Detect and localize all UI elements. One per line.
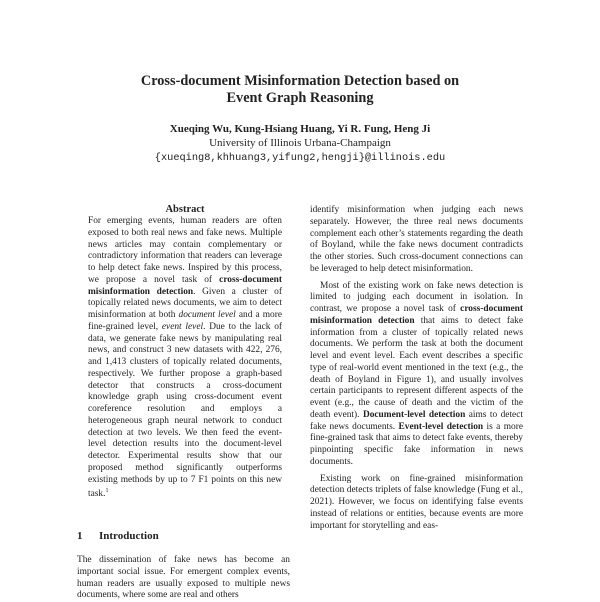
text: is a more fine-grained task that aims to detect fake events, thereby pinpointing specific fake information in news documents. — [310, 421, 523, 467]
text: Most of the existing work on fake news detection is limited to judging each document in isolation. In contrast, we propose a novel task of — [310, 280, 523, 314]
abstract-text: For emerging events, human readers are often exposed to both real news and fake news. Multiple news articles may contain complementary or contradictory information that readers can leverage to help detect fake news. Inspired by this process, we propose a novel task of — [88, 216, 282, 285]
section-number: 1 — [77, 530, 83, 542]
abstract-body — [88, 216, 282, 501]
intro-text-left: The dissemination of fake news has become an important social issue. For emergent complex events, human readers are usually exposed to multiple news documents, where some are real and others — [77, 555, 290, 601]
abstract-text: . Due to the lack of data, we generate fake news by manipulating real news, and construct 3 new datasets with 422, 276, and 1,413 clusters of topically related documents, respectively. We further propose a graph-based detector that constructs a cross-document knowledge graph using cross-document event coreference resolution and employs a heterogeneous graph neural network to conduct detection at two levels. We then feed the event-level detection results into the document-level detector. Experimental results show that our proposed method significantly outperforms existing methods by up to 7 F1 points on this new task. — [88, 321, 283, 500]
title-line-2: Event Graph Reasoning — [226, 90, 374, 106]
abstract-bold: cross-document misinformation detection — [88, 274, 282, 297]
section-title: Introduction — [99, 530, 159, 542]
abstract-text: and a more fine-grained level, — [88, 310, 282, 332]
text: that aims to detect fake information from a cluster of topically related news documents. We perform the task at both the document level and event level. Each event describes a specific type of real-world event mentioned in the text (e.g., the death of Boyland in Figure 1), and usually involves certain participants to represent different aspects of the event (e.g., the cause of death and the victim of the death event). — [310, 315, 523, 420]
abstract-italic: event level — [161, 321, 204, 332]
bold-term: cross-document misinformation detection — [310, 304, 523, 326]
title-line-1: Cross-document Misinformation Detection based on — [140, 73, 460, 89]
paragraph: identify misinformation when judging each news separately. However, the three real news documents complement each other’s statements regarding the death of Boyland, while the fake news document contradicts the other stories. Such cross-document connections can be leveraged to help detect misinformation. — [310, 205, 523, 274]
authors: Xueqing Wu, Kung-Hsiang Huang, Yi R. Fung, Heng Ji — [169, 123, 431, 135]
paper-title — [0, 73, 600, 107]
abstract-italic: document level — [178, 310, 236, 320]
paragraph: Existing work on fine-grained misinformation detection detects triplets of false knowledge (Fung et al., 2021). However, we focus on identifying false events instead of relations or entities, because events are more important for storytelling and eas- — [310, 473, 523, 531]
bold-term: Event-level detection — [398, 421, 484, 432]
author-emails: {xueqing8,khhuang3,yifung2,hengji}@illinois.edu — [154, 152, 446, 164]
abstract-heading: Abstract — [165, 204, 205, 215]
abstract-text: . Given a cluster of topically related news documents, we aim to detect misinformation at both — [88, 286, 282, 320]
bold-term: Document-level detection — [362, 409, 466, 420]
right-column — [310, 205, 523, 532]
section-heading — [77, 530, 159, 542]
affiliation: University of Illinois Urbana-Champaign — [209, 137, 391, 149]
paragraph — [310, 281, 523, 469]
text: aims to detect fake news documents. — [310, 409, 523, 432]
footnote-mark: 1 — [105, 488, 109, 495]
